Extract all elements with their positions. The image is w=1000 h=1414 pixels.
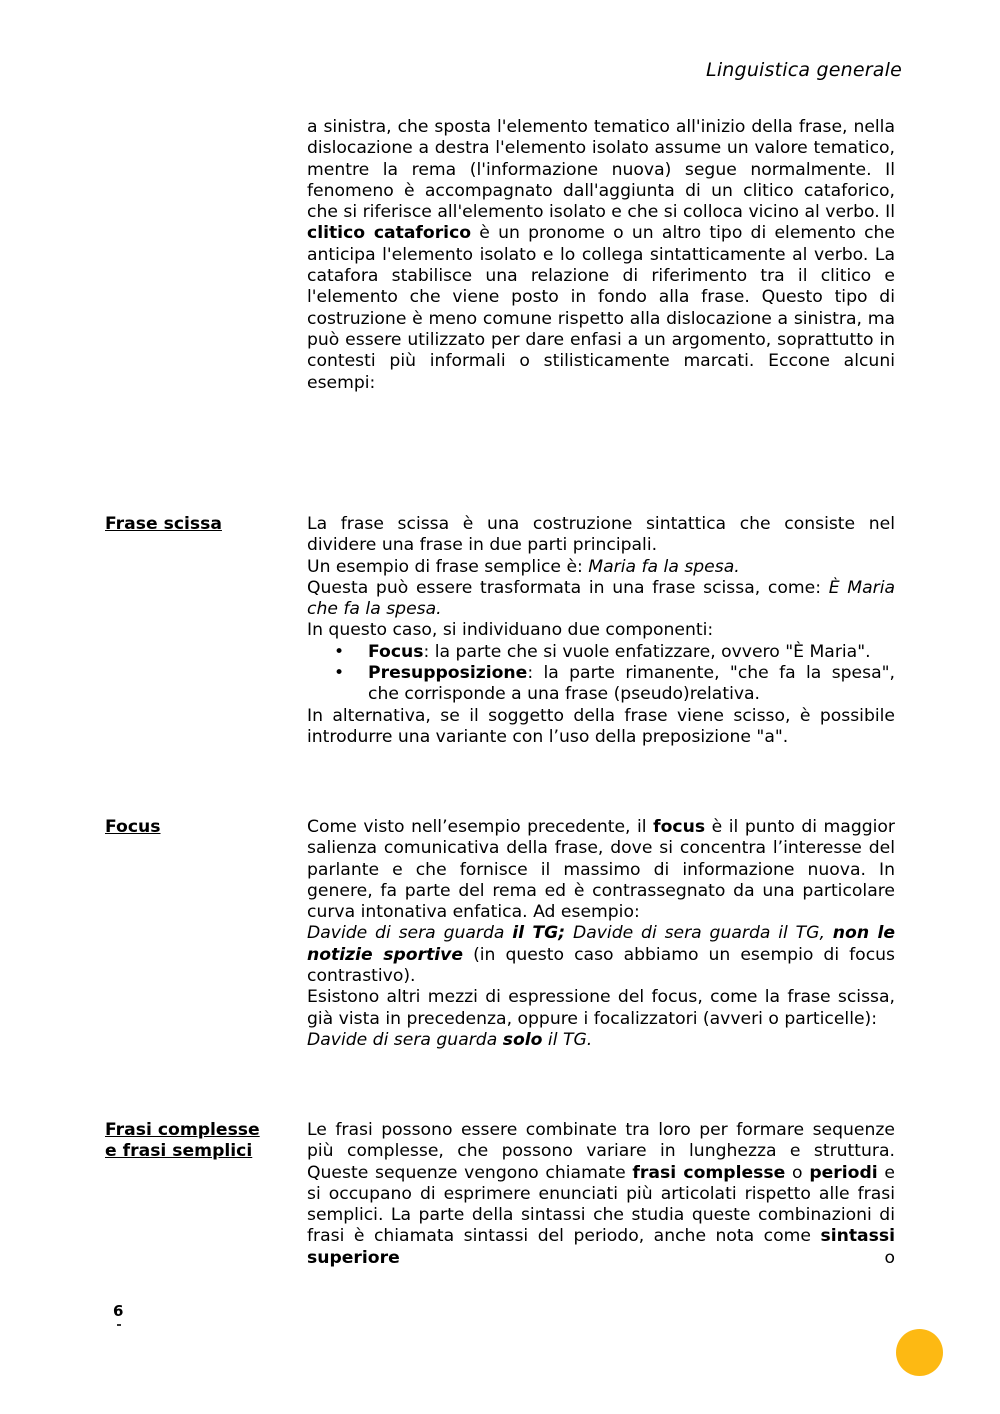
page-number-underline <box>117 1324 121 1326</box>
text-run: Le frasi possono essere combinate tra loro per formare sequenze più complesse, che possono variare in lunghezza e struttura. Queste sequenze vengono chiamate <box>307 1120 895 1183</box>
example-italic: Maria fa la spesa. <box>588 556 740 577</box>
text-run: : la parte che si vuole enfatizzare, ovvero "È Maria". <box>423 641 871 662</box>
text-run: Questa può essere trasformata in una frase scissa, come: <box>307 577 829 598</box>
bold-term: clitico cataforico <box>307 223 472 244</box>
example-bold-italic: il TG; <box>512 923 566 944</box>
section-heading-frasi-complesse <box>105 1120 260 1163</box>
decorative-circle-icon <box>896 1329 943 1376</box>
bullet-icon: • <box>334 641 345 662</box>
bold-term: periodi <box>809 1162 878 1183</box>
example-italic: Davide di sera guarda <box>307 923 513 944</box>
text-run: è il punto di maggior salienza comunicativa della frase, dove si concentra l’interesse del parlante e che fornisce il massimo di informazione nuova. In genere, fa parte del rema ed è contrassegnato da una particolare curva intonativa enfatica. Ad esempio: <box>307 817 895 923</box>
intro-paragraph <box>307 117 895 394</box>
example-bold-italic: non le notizie sportive <box>307 923 895 965</box>
heading-line: e frasi semplici <box>105 1141 253 1162</box>
paragraph <box>307 817 895 923</box>
example-italic: il TG. <box>542 1029 593 1050</box>
example-bold-italic: solo <box>502 1029 543 1050</box>
list-item <box>307 642 895 663</box>
text-run: Come visto nell’esempio precedente, il <box>307 817 654 837</box>
example-paragraph <box>307 923 895 987</box>
list-item <box>307 663 895 706</box>
text-run: (in questo caso abbiamo un esempio di focus contrastivo). <box>307 944 895 987</box>
section-focus <box>307 817 895 1051</box>
bullet-icon: • <box>334 663 345 684</box>
paragraph: In questo caso, si individuano due componenti: <box>307 620 714 641</box>
section-frasi-complesse <box>307 1120 895 1269</box>
example-italic: Davide di sera guarda <box>307 1029 503 1050</box>
text-run: : la parte rimanente, "che fa la spesa", che corrisponde a una frase (pseudo)relativa. <box>368 663 895 705</box>
text-run: è un pronome o un altro tipo di elemento che anticipa l'elemento isolato e lo collega sintatticamente al verbo. La catafora stabilisce una relazione di riferimento tra il clitico e l'elemento che viene posto in fondo alla frase. Questo tipo di costruzione è meno comune rispetto alla dislocazione a sinistra, ma può essere utilizzato per dare enfasi a un argomento, soprattutto in contesti più informali o stilisticamente marcati. Eccone alcuni esempi: <box>307 223 895 393</box>
paragraph: Esistono altri mezzi di espressione del focus, come la frase scissa, già vista in precedenza, oppure i focalizzatori (avveri o particelle): <box>307 987 895 1029</box>
bold-term: sintassi superiore <box>307 1226 895 1268</box>
text-run: Un esempio di frase semplice è: <box>307 556 589 577</box>
bold-term: focus <box>653 817 706 837</box>
section-frase-scissa <box>307 514 895 748</box>
bullet-list <box>307 642 895 706</box>
bold-term: Presupposizione <box>368 663 528 684</box>
section-heading-frase-scissa: Frase scissa <box>105 514 222 534</box>
example-paragraph <box>307 1030 895 1051</box>
bold-term: frasi complesse <box>632 1162 786 1183</box>
bold-term: Focus <box>368 641 424 662</box>
paragraph: La frase scissa è una costruzione sintattica che consiste nel dividere una frase in due parti principali. <box>307 514 895 556</box>
text-run: o <box>399 1247 895 1268</box>
page-number: 6 <box>113 1302 124 1320</box>
text-run: o <box>785 1162 810 1183</box>
section-heading-focus: Focus <box>105 817 161 837</box>
heading-line: Frasi complesse <box>105 1120 260 1140</box>
example-italic: È Maria che fa la spesa. <box>307 577 896 620</box>
paragraph <box>307 557 895 578</box>
example-italic: Davide di sera guarda il TG, <box>565 923 833 944</box>
text-run: e si occupano di esprimere enunciati più articolati rispetto alle frasi semplici. La parte della sintassi che studia queste combinazioni di frasi è chiamata sintassi del periodo, anche nota come <box>307 1162 895 1247</box>
paragraph: In alternativa, se il soggetto della frase viene scisso, è possibile introdurre una variante con l’uso della preposizione "a". <box>307 705 895 747</box>
paragraph <box>307 578 895 621</box>
text-run: a sinistra, che sposta l'elemento tematico all'inizio della frase, nella dislocazione a destra l'elemento isolato assume un valore tematico, mentre la rema (l'informazione nuova) segue normalmente. Il fenomeno è accompagnato dall'aggiunta di un clitico cataforico, che si riferisce all'elemento isolato e che si colloca vicino al verbo. Il <box>307 117 895 223</box>
running-header: Linguistica generale <box>706 59 902 81</box>
